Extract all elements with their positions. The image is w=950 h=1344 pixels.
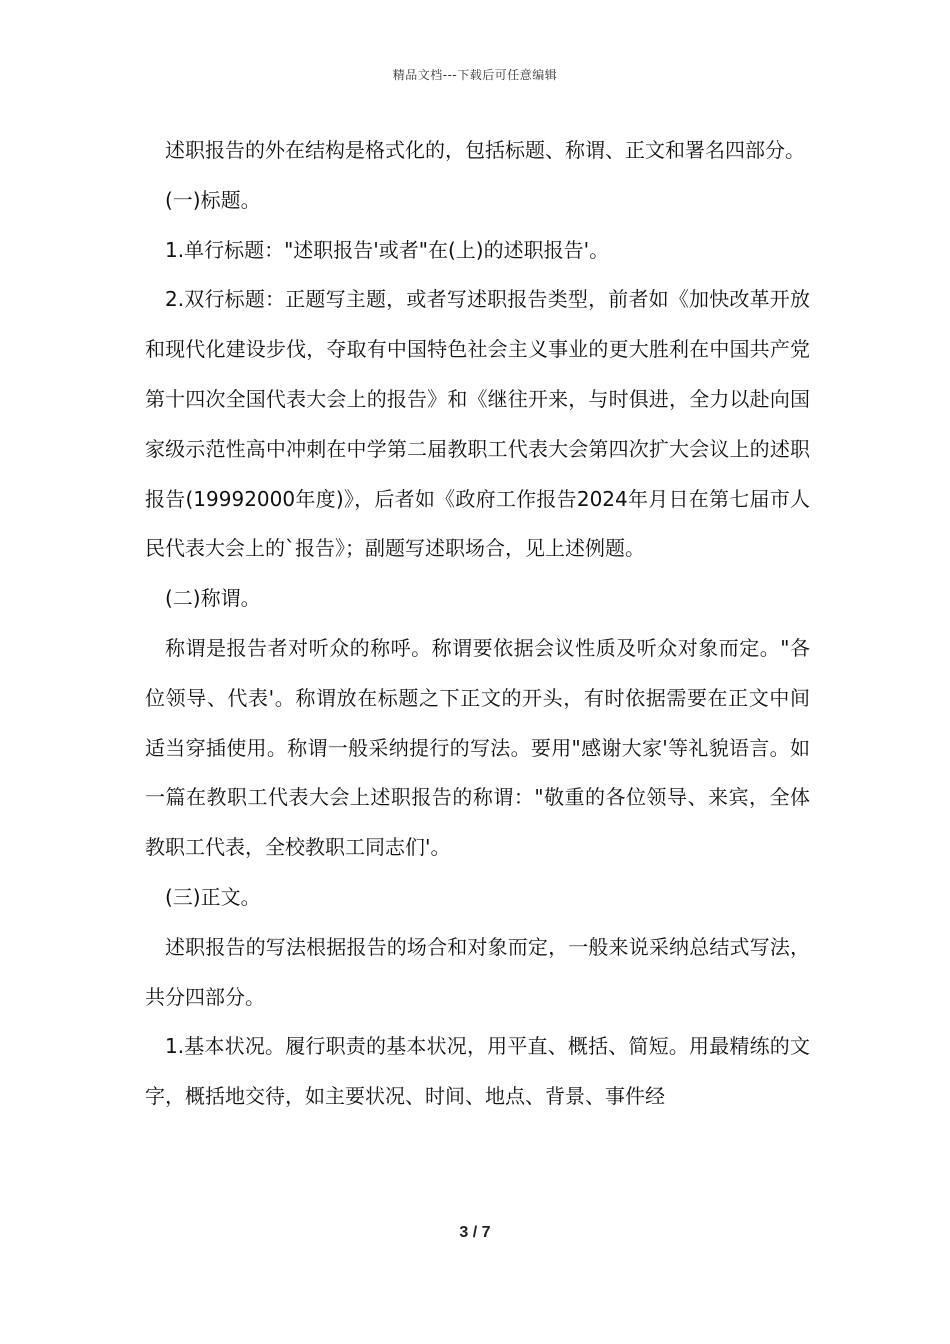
page-header: 精品文档---下载后可任意编辑 <box>392 68 558 82</box>
paragraph-structure-intro: 述职报告的外在结构是格式化的，包括标题、称谓、正文和署名四部分。 <box>165 138 805 162</box>
page-number: 3 / 7 <box>459 1224 491 1241</box>
paragraph-salutation: 称谓是报告者对听众的称呼。称谓要依据会议性质及听众对象而定。"各位领导、代表'。称谓放在标题之下正文的开头，有时依据需要在正文中间适当穿插使用。称谓一般采纳提行的写法。要用"感谢大家'等礼貌语言。如一篇在教职工代表大会上述职报告的称谓："敬重的各位领导、来宾，全体教职工代表，全校教职工同志们'。 <box>145 635 810 860</box>
paragraph-main-text-intro: 述职报告的写法根据报告的场合和对象而定，一般来说采纳总结式写法，共分四部分。 <box>145 934 810 1009</box>
paragraph-double-line-title: 2.双行标题：正题写主题，或者写述职报告类型，前者如《加快改革开放和现代化建设步伐，夺取有中国特色社会主义事业的更大胜利在中国共产党第十四次全国代表大会上的报告》和《继往开来，与时俱进，全力以赴向国家级示范性高中冲刺在中学第二届教职工代表大会第四次扩大会议上的述职报告(19992000年度)》，后者如《政府工作报告2024年月日在第七届市人民代表大会上的`报告》；副题写述职场合，见上述例题。 <box>145 287 810 561</box>
heading-title-section: (一)标题。 <box>165 187 261 212</box>
heading-salutation-section: (二)称谓。 <box>165 586 261 611</box>
heading-main-text-section: (三)正文。 <box>165 884 261 909</box>
document-body <box>145 126 810 1122</box>
paragraph-basic-situation: 1.基本状况。履行职责的基本状况，用平直、概括、简短。用最精练的文字，概括地交待，如主要状况、时间、地点、背景、事件经 <box>145 1034 810 1109</box>
paragraph-single-line-title: 1.单行标题："述职报告'或者"在(上)的述职报告'。 <box>165 237 610 262</box>
